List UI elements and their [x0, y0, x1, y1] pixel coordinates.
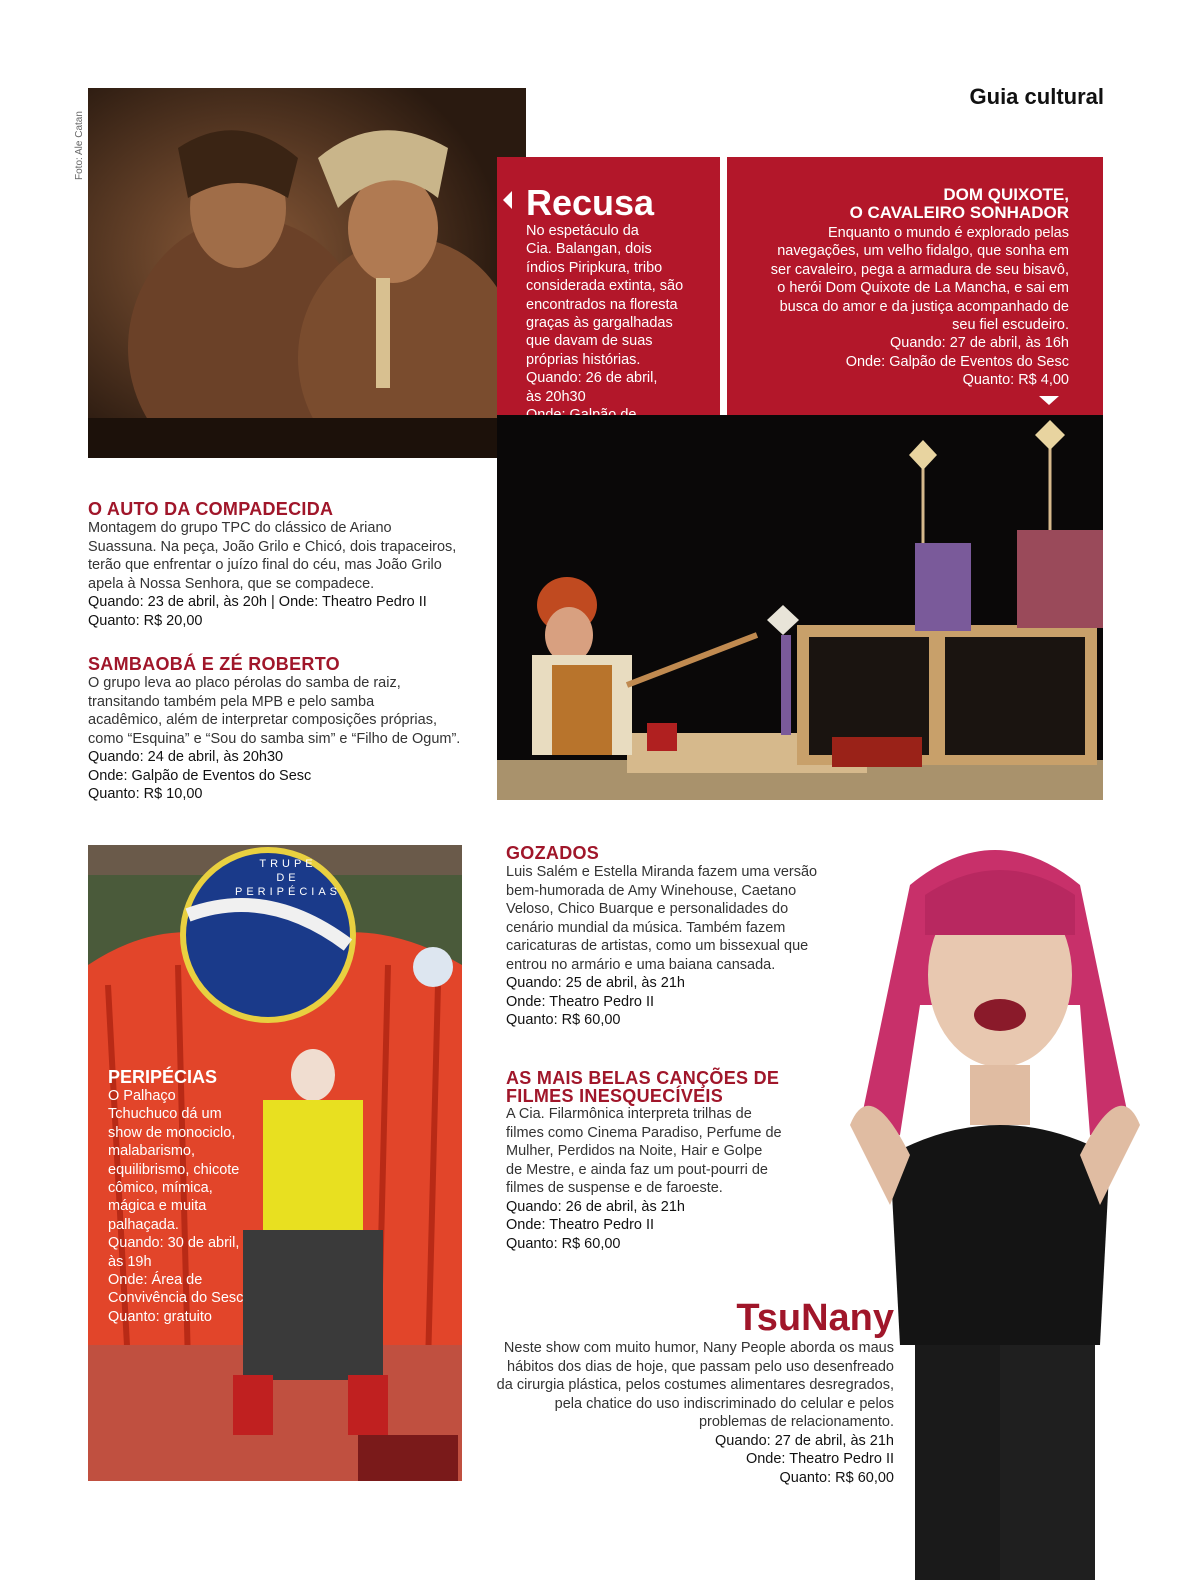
cancoes-title: AS MAIS BELAS CANÇÕES DE FILMES INESQUECÍVEIS [506, 1068, 780, 1106]
auto-title: O AUTO DA COMPADECIDA [88, 499, 334, 519]
gozados-body: Luis Salém e Estella Miranda fazem uma versão bem-humorada de Amy Winehouse, Caetano Veloso, Chico Buarque e personalidades do cenário mundial da música. Também fazem caricaturas de artistas, como um bissexual que entrou no armário e uma baiana cansada. [506, 864, 818, 973]
arrow-left-icon [503, 191, 512, 209]
recusa-title: Recusa [526, 182, 655, 223]
peripecias-body: O Palhaço Tchuchuco dá um show de monociclo, malabarismo, equilibrismo, chicote cômico, mímica, mágica e muita palhaçada. Quando: 30 de abril, às 19h Onde: Área de Convivência do Sesc Quanto: gratuito [108, 1088, 244, 1325]
peripecias-where: Onde: Área de [108, 1272, 203, 1289]
section-label: Guia cultural [969, 84, 1104, 109]
peripecias-price: Quanto: gratuito [108, 1308, 212, 1325]
dom-quixote-body: Enquanto o mundo é explorado pelas navegações, um velho fidalgo, que sonha em ser cavaleiro, pega a armadura de seu bisavô, o herói Dom Quixote de La Mancha, e sai em busca do amor e da justiça acompanhado de seu fiel escudeiro. Quando: 27 de abril, às 16h Onde: Galpão de Eventos do Sesc Quanto: R$ 4,00 [770, 225, 1069, 389]
sambaoba-body: O grupo leva ao placo pérolas do samba de raiz, transitando também pela MPB e pelo samba acadêmico, além de interpretar composições próprias, como “Esquina” e “Sou do samba sim” e “Filho de Ogum”. [88, 675, 461, 747]
dom-quixote-price: Quanto: R$ 4,00 [962, 372, 1069, 389]
peripecias-article [108, 1067, 243, 1326]
cancoes-body: A Cia. Filarmônica interpreta trilhas de filmes como Cinema Paradiso, Perfume de Mulher, Perdidos na Noite, Hair e Golpe de Mestre, e ainda faz um pout-pourri de filmes de suspense e de faroeste. [506, 1106, 782, 1196]
gozados-article [506, 843, 817, 1030]
dom-quixote-box [727, 157, 1103, 415]
gozados-details: Quando: 25 de abril, às 21h Onde: Theatro Pedro II Quanto: R$ 60,00 [506, 975, 685, 1028]
dom-quixote-title: DOM QUIXOTE, O CAVALEIRO SONHADOR [849, 185, 1069, 222]
recusa-photo [88, 88, 526, 458]
auto-details: Quando: 23 de abril, às 20h | Onde: Theatro Pedro II Quanto: R$ 20,00 [88, 594, 427, 629]
recusa-body: No espetáculo da Cia. Balangan, dois índios Piripkura, tribo considerada extinta, são encontrados na floresta graças às gargalhadas que davam de suas próprias histórias. Quando: 26 de abril, às 20h30 [526, 222, 716, 461]
sambaoba-title: SAMBAOBÁ E ZÉ ROBERTO [88, 654, 340, 674]
dom-quixote-photo [497, 415, 1103, 800]
sambaoba-details: Quando: 24 de abril, às 20h30 Onde: Galpão de Eventos do Sesc Quanto: R$ 10,00 [88, 749, 312, 802]
arrow-down-icon [1039, 396, 1059, 405]
dom-quixote-when: Quando: 27 de abril, às 16h [890, 335, 1069, 352]
photo-credit: Foto: Ale Catan [74, 111, 85, 180]
peripecias-banner-text: TRUPE DE PERIPÉCIAS [234, 858, 342, 898]
peripecias-photo [88, 845, 462, 1481]
peripecias-when: Quando: 30 de abril, [108, 1235, 240, 1252]
tsunany-article [497, 1297, 894, 1487]
peripecias-title: PERIPÉCIAS [108, 1067, 218, 1087]
cancoes-article [506, 1069, 782, 1253]
auto-compadecida-article [88, 499, 456, 630]
gozados-title: GOZADOS [506, 843, 600, 863]
tsunany-title: TsuNany [736, 1297, 894, 1339]
recusa-when: Quando: 26 de abril, [526, 370, 658, 387]
cancoes-details: Quando: 26 de abril, às 21h Onde: Theatro Pedro II Quanto: R$ 60,00 [506, 1198, 685, 1252]
sambaoba-article [88, 654, 460, 804]
auto-body: Montagem do grupo TPC do clássico de Ariano Suassuna. Na peça, João Grilo e Chicó, dois trapaceiros, terão que enfrentar o juízo final do céu, mas João Grilo apela à Nossa Senhora, que se compadece. [88, 520, 457, 592]
tsunany-body: Neste show com muito humor, Nany People aborda os maus hábitos dos dias de hoje, que passam pelo uso desenfreado da cirurgia plástica, pelos costumes alimentares desregrados, pela chatice do uso indiscriminado do celular e pelos problemas de relacionamento. [496, 1340, 894, 1430]
tsunany-details: Quando: 27 de abril, às 21h Onde: Theatro Pedro II Quanto: R$ 60,00 [715, 1432, 894, 1486]
dom-quixote-where: Onde: Galpão de Eventos do Sesc [845, 353, 1069, 370]
